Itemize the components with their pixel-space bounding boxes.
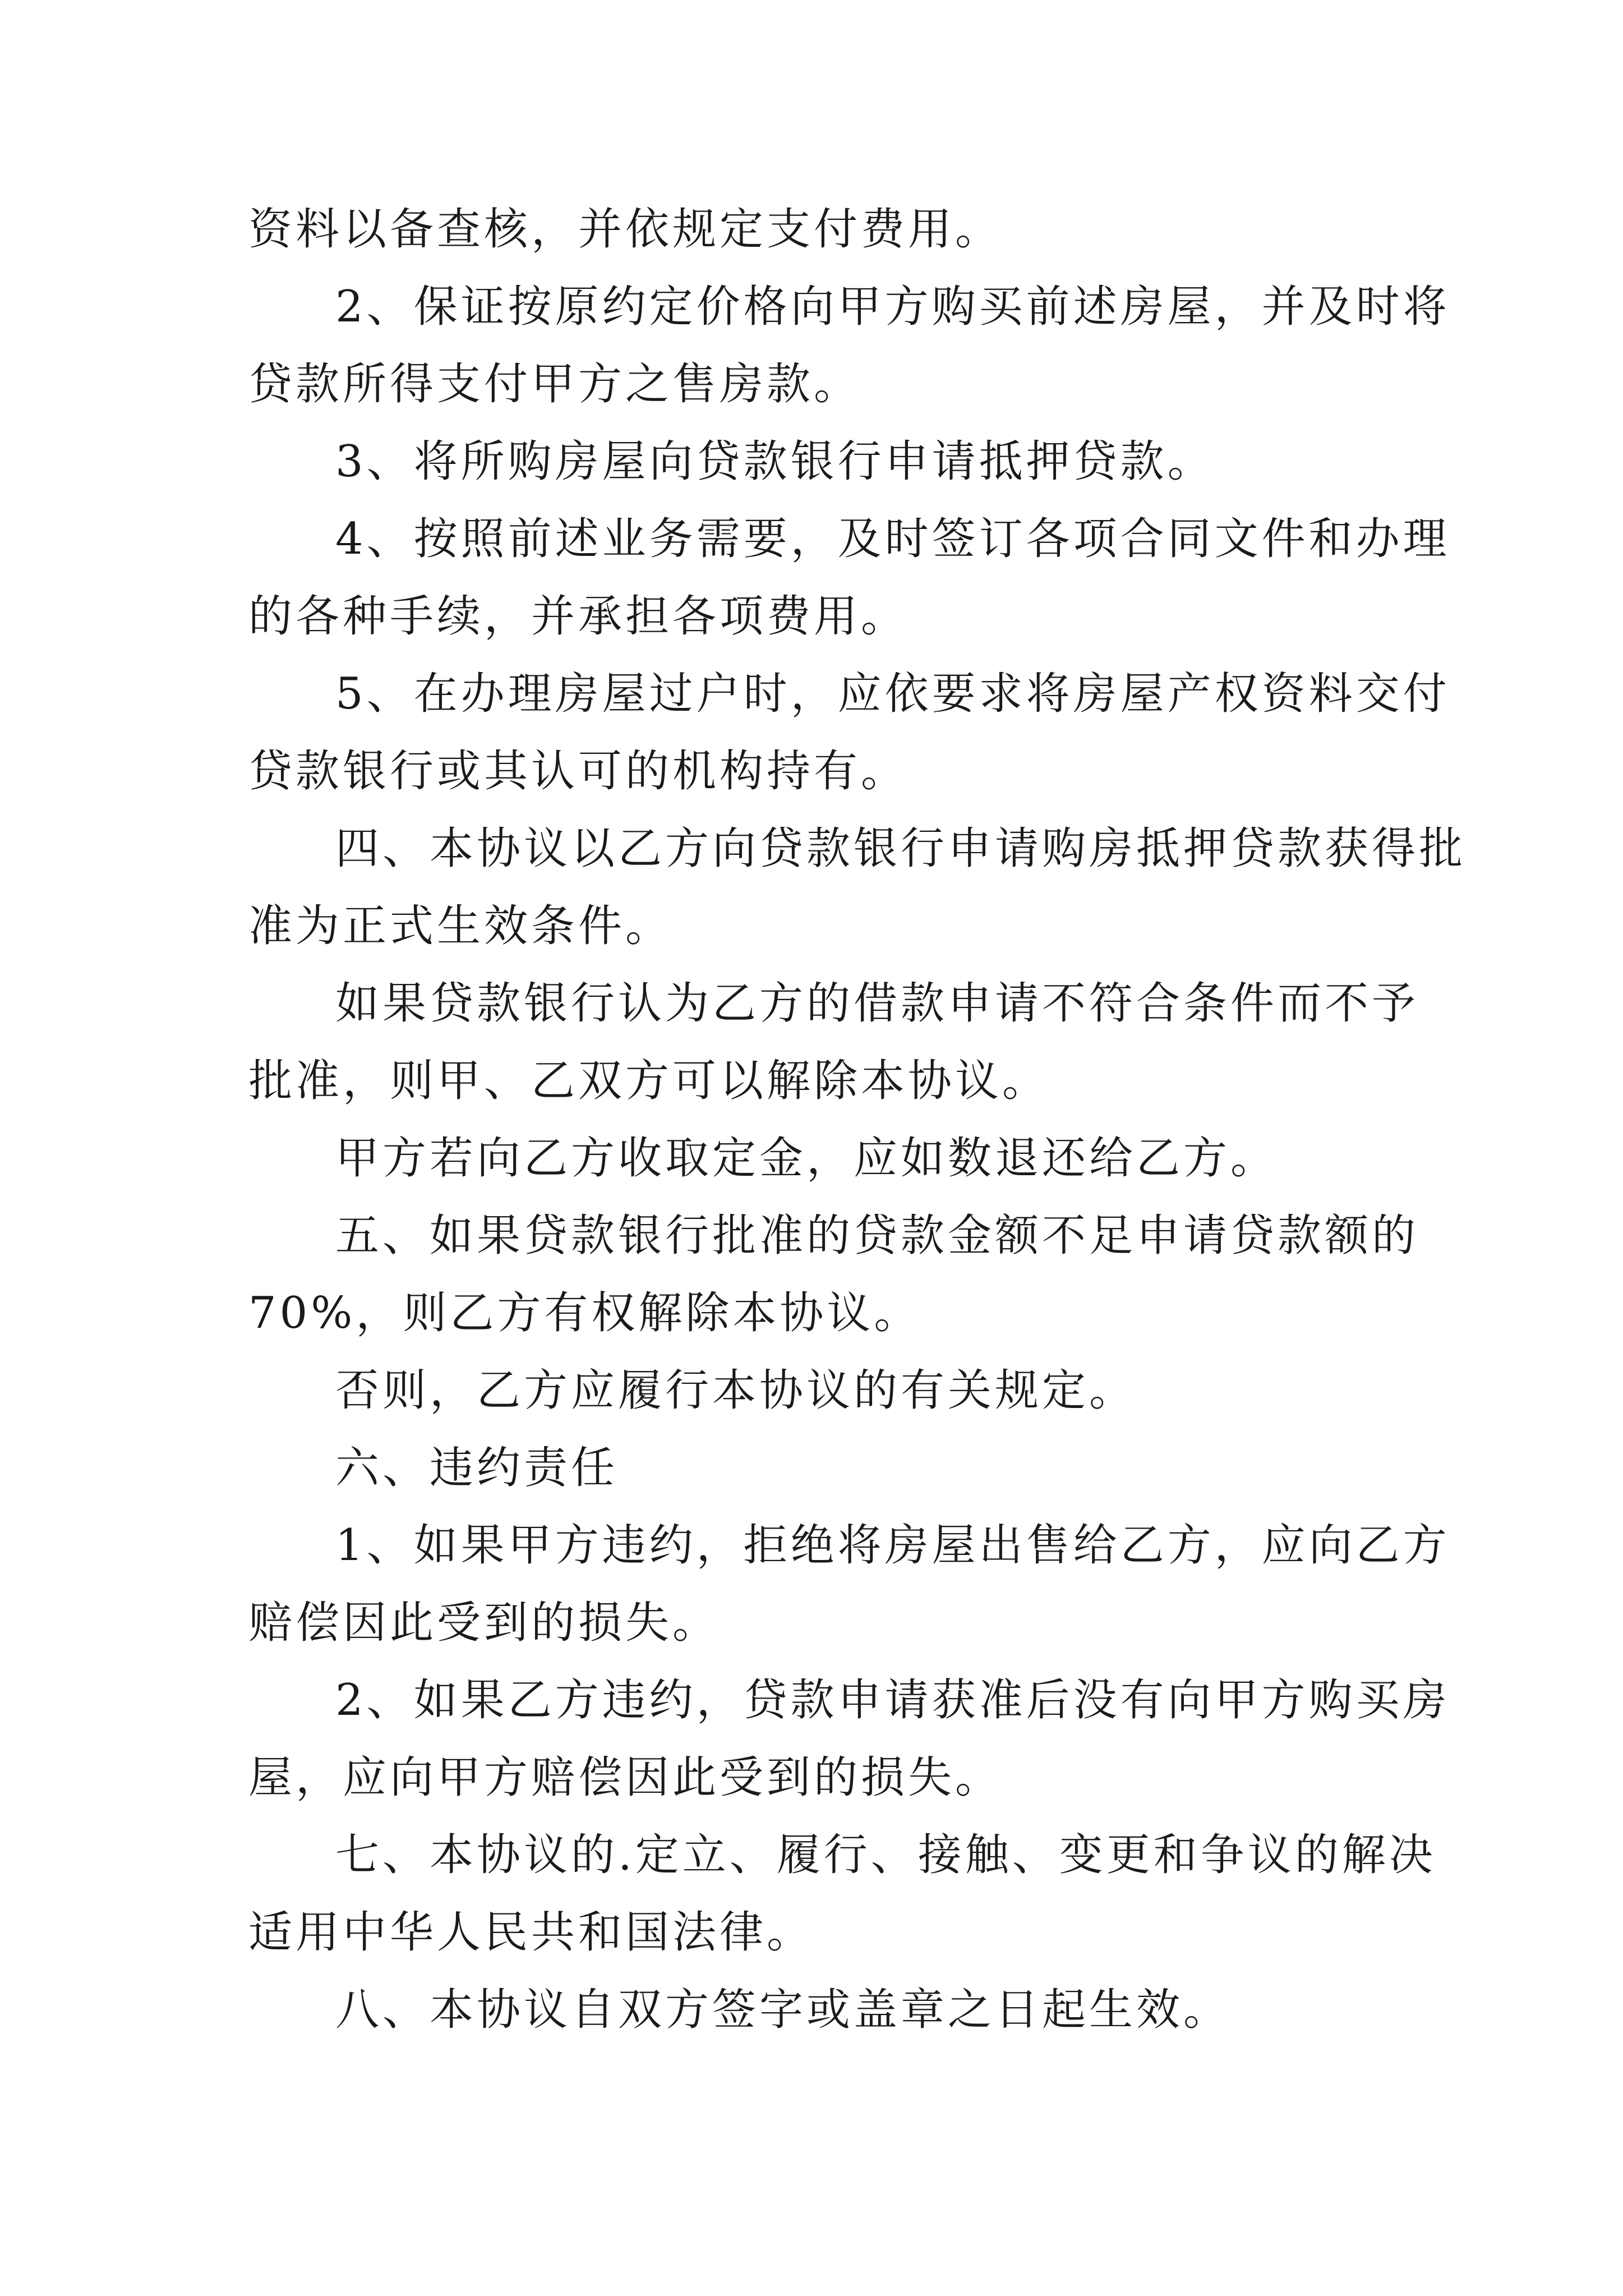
text-line: 贷款所得支付甲方之售房款。 xyxy=(248,359,861,409)
text-line: 70%，则乙方有权解除本协议。 xyxy=(248,1288,921,1338)
section-heading: 六、违约责任 xyxy=(335,1443,619,1493)
text-line: 屋，应向甲方赔偿因此受到的损失。 xyxy=(248,1752,1003,1803)
text-line: 赔偿因此受到的损失。 xyxy=(248,1598,720,1648)
text-line: 四、本协议以乙方向贷款银行申请购房抵押贷款获得批 xyxy=(335,823,1467,874)
text-line: 5、在办理房屋过户时，应依要求将房屋产权资料交付 xyxy=(335,669,1450,719)
text-line: 贷款银行或其认可的机构持有。 xyxy=(248,746,909,797)
text-line: 七、本协议的.定立、履行、接触、变更和争议的解决 xyxy=(335,1830,1436,1880)
text-line: 2、如果乙方违约，贷款申请获准后没有向甲方购买房 xyxy=(335,1675,1450,1726)
text-line: 五、如果贷款银行批准的贷款金额不足申请贷款额的 xyxy=(335,1211,1419,1261)
text-line: 适用中华人民共和国法律。 xyxy=(248,1907,814,1958)
document-body xyxy=(248,191,1467,2049)
text-line: 否则，乙方应履行本协议的有关规定。 xyxy=(335,1365,1137,1416)
text-line: 资料以备查核，并依规定支付费用。 xyxy=(248,204,1003,255)
text-line: 的各种手续，并承担各项费用。 xyxy=(248,591,909,642)
text-line: 批准，则甲、乙双方可以解除本协议。 xyxy=(248,1056,1050,1106)
text-line: 准为正式生效条件。 xyxy=(248,901,673,951)
text-line: 甲方若向乙方收取定金，应如数退还给乙方。 xyxy=(335,1133,1278,1184)
text-line: 如果贷款银行认为乙方的借款申请不符合条件而不予 xyxy=(335,978,1419,1029)
text-line: 2、保证按原约定价格向甲方购买前述房屋，并及时将 xyxy=(335,282,1450,332)
text-line: 3、将所购房屋向贷款银行申请抵押贷款。 xyxy=(335,436,1215,487)
text-line: 1、如果甲方违约，拒绝将房屋出售给乙方，应向乙方 xyxy=(335,1520,1450,1571)
text-line: 八、本协议自双方签字或盖章之日起生效。 xyxy=(335,1985,1231,2035)
text-line: 4、按照前述业务需要，及时签订各项合同文件和办理 xyxy=(335,514,1450,564)
